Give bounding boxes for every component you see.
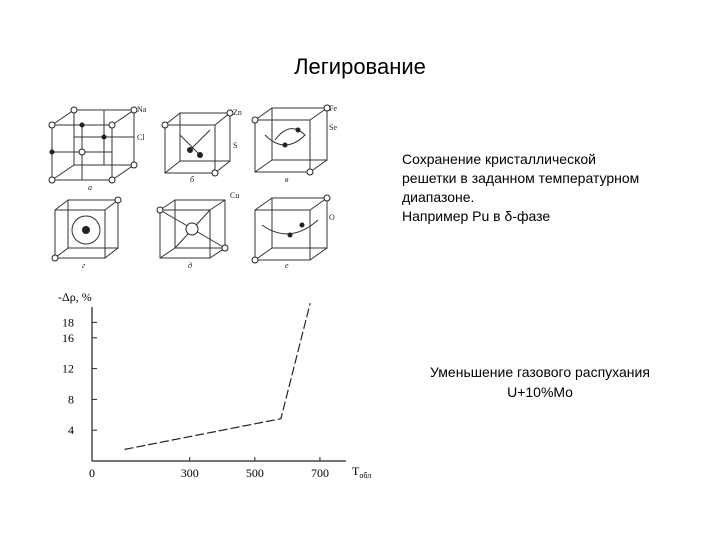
- x-tick-label: 700: [310, 466, 329, 480]
- y-tick-label: 8: [68, 392, 74, 407]
- label-fe: Fe: [329, 104, 337, 113]
- x-tick-label: 0: [89, 466, 95, 480]
- label-o: O: [329, 213, 335, 222]
- label-se: Se: [329, 123, 337, 132]
- x-tick-label: 500: [245, 466, 264, 480]
- lattice-a: [52, 110, 134, 180]
- lattice-e: [255, 198, 327, 260]
- lattice-b: [165, 113, 230, 173]
- swelling-description: [395, 362, 685, 402]
- label-cu: Cu: [230, 191, 240, 200]
- y-tick-label: 4: [68, 423, 74, 438]
- text-line: Сохранение кристаллической: [402, 151, 596, 167]
- text-line: Уменьшение газового распухания: [430, 364, 650, 380]
- y-tick-label: 12: [62, 361, 74, 376]
- lattice-description: [402, 150, 702, 226]
- lattice-v: [255, 108, 327, 172]
- series-line: [125, 303, 311, 449]
- label-na: Na: [137, 105, 147, 114]
- text-line: диапазоне.: [402, 189, 475, 205]
- slide-title: Легирование: [294, 54, 426, 79]
- crystal-lattice-figure: [40, 100, 340, 270]
- y-tick-label: 18: [62, 315, 74, 330]
- label-v: в: [285, 175, 289, 184]
- text-line: решетки в заданном температурном: [402, 170, 640, 186]
- y-tick-label: 16: [62, 330, 74, 345]
- label-cl: Cl: [137, 133, 145, 142]
- y-axis-label: -Δρ, %: [58, 290, 92, 304]
- label-d: д: [188, 261, 193, 270]
- text-line: Например Pu в δ-фазе: [402, 208, 551, 224]
- label-a: а: [88, 183, 92, 192]
- swelling-chart: [40, 285, 380, 485]
- label-g: г: [82, 261, 86, 270]
- x-tick-label: 300: [180, 466, 199, 480]
- x-axis-label: $T_{обл}$: [352, 464, 372, 480]
- label-s: S: [233, 141, 238, 150]
- text-line: U+10%Mo: [507, 384, 573, 400]
- label-b: б: [190, 175, 195, 184]
- label-zn: Zn: [233, 108, 242, 117]
- label-e: е: [285, 261, 289, 270]
